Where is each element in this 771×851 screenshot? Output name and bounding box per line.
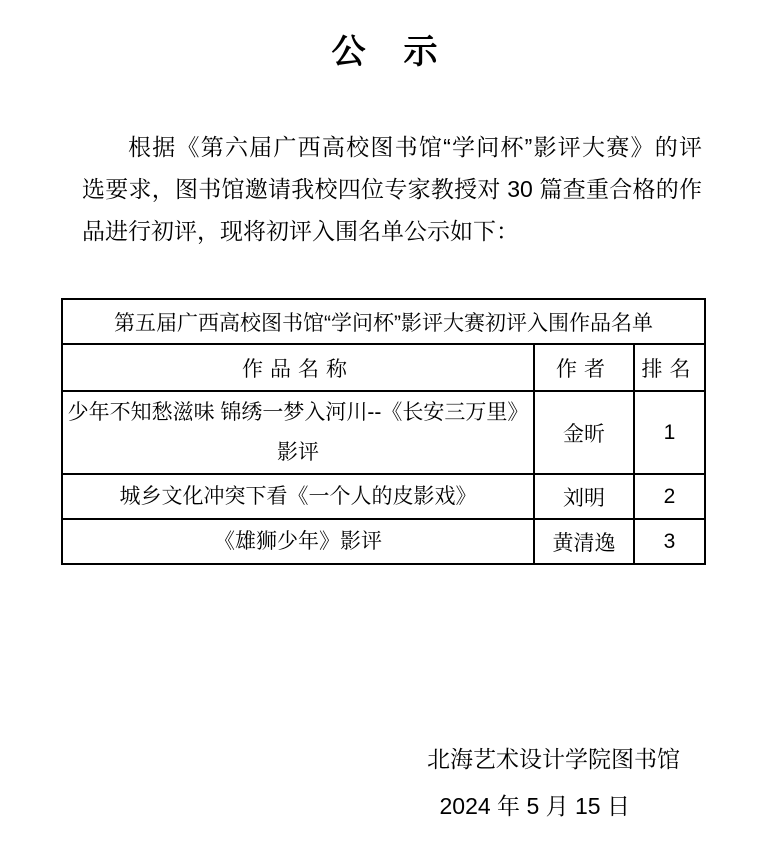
column-header-work: 作品名称 [62, 344, 534, 391]
author-cell: 黄清逸 [534, 519, 634, 564]
author-cell: 刘明 [534, 474, 634, 519]
intro-line-2: 选要求，图书馆邀请我校四位专家教授对 30 篇查重合格的作 [82, 176, 702, 202]
work-title-line: 城乡文化冲突下看《一个人的皮影戏》 [119, 484, 477, 508]
table-row [62, 519, 705, 564]
work-title-line: 影评 [277, 440, 319, 464]
rank-cell: 1 [634, 391, 705, 474]
column-header-author: 作者 [534, 344, 634, 391]
table-title: 第五届广西高校图书馆“学问杯”影评大赛初评入围作品名单 [62, 299, 705, 344]
rank-cell: 2 [634, 474, 705, 519]
table-row [62, 474, 705, 519]
table-header-row [62, 344, 705, 391]
signature: 北海艺术设计学院图书馆 [427, 746, 680, 772]
table-row [62, 391, 705, 474]
intro-paragraph [82, 126, 702, 252]
intro-line-1: 根据《第六届广西高校图书馆“学问杯”影评大赛》的评 [128, 134, 702, 160]
table-title-row [62, 299, 705, 344]
intro-line-3: 品进行初评，现将初评入围名单公示如下： [82, 218, 519, 244]
date: 2024 年 5 月 15 日 [439, 793, 630, 819]
author-cell: 金昕 [534, 391, 634, 474]
column-header-rank: 排名 [634, 344, 705, 391]
shortlist-table [61, 298, 706, 565]
work-title-cell [62, 519, 534, 564]
work-title-line: 《雄狮少年》影评 [214, 529, 382, 553]
rank-cell: 3 [634, 519, 705, 564]
work-title-cell [62, 474, 534, 519]
work-title-cell [62, 391, 534, 474]
work-title-line: 少年不知愁滋味 锦绣一梦入河川--《长安三万里》 [67, 400, 529, 424]
page-title: 公 示 [331, 33, 440, 71]
